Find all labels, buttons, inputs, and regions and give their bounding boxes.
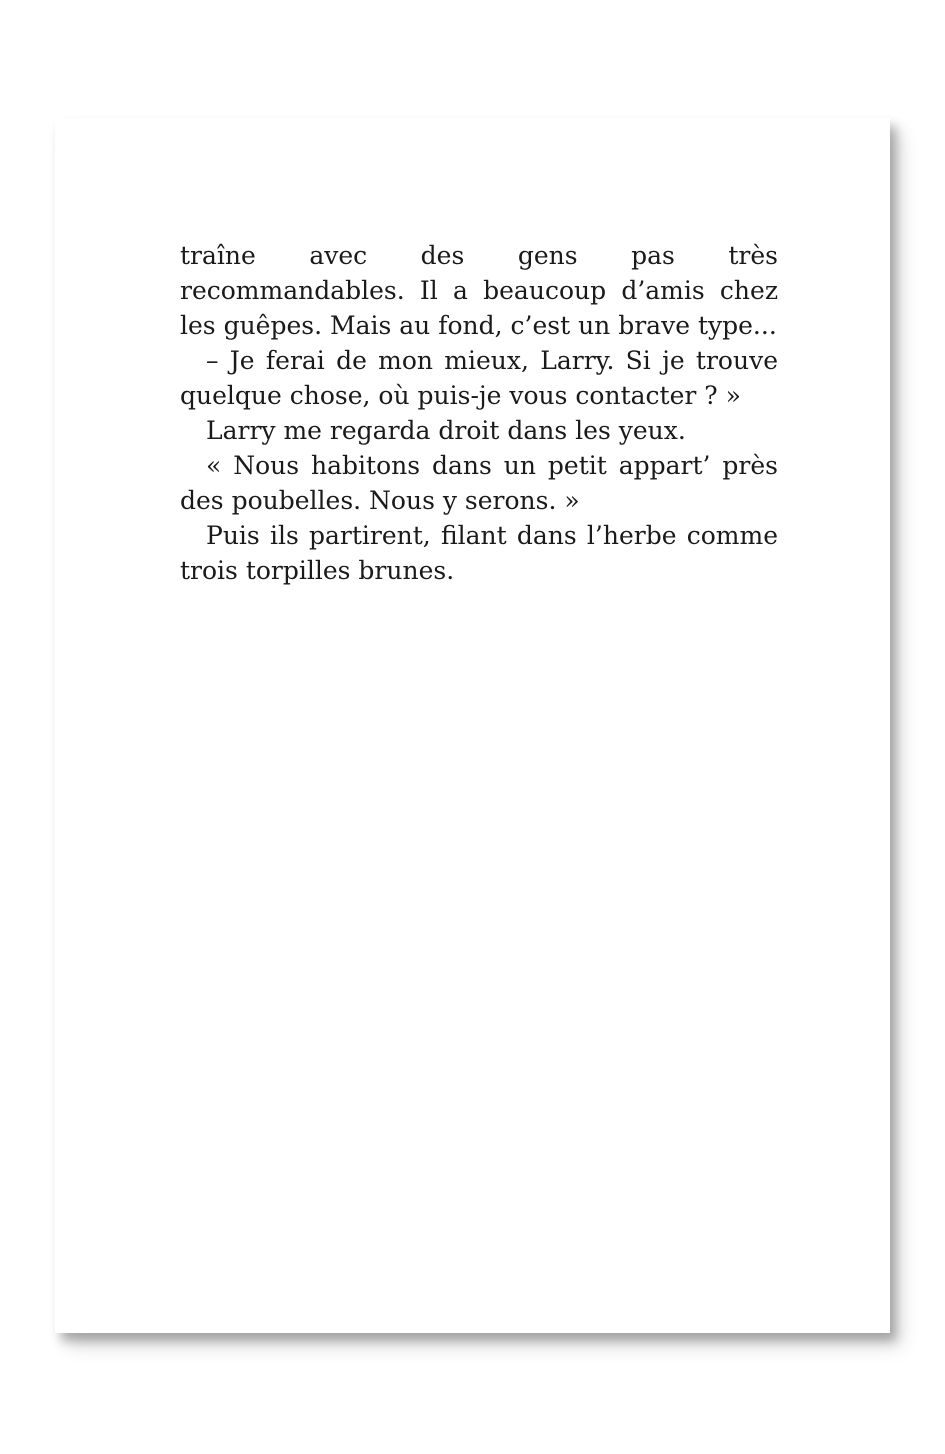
paragraph-2: – Je ferai de mon mieux, Larry. Si je trouve quelque chose, où puis-je vous contacter ? » [180,346,778,410]
paragraph-4: « Nous habitons dans un petit appart’ près des poubelles. Nous y serons. » [180,451,778,515]
book-page [55,118,890,1333]
paragraph-1: traîne avec des gens pas très recommandables. Il a beaucoup d’amis chez les guêpes. Mais au fond, c’est un brave type... [180,241,778,340]
paragraph-3: Larry me regarda droit dans les yeux. [206,416,686,445]
body-text [180,238,778,588]
paragraph-5: Puis ils partirent, filant dans l’herbe comme trois torpilles brunes. [180,521,778,585]
